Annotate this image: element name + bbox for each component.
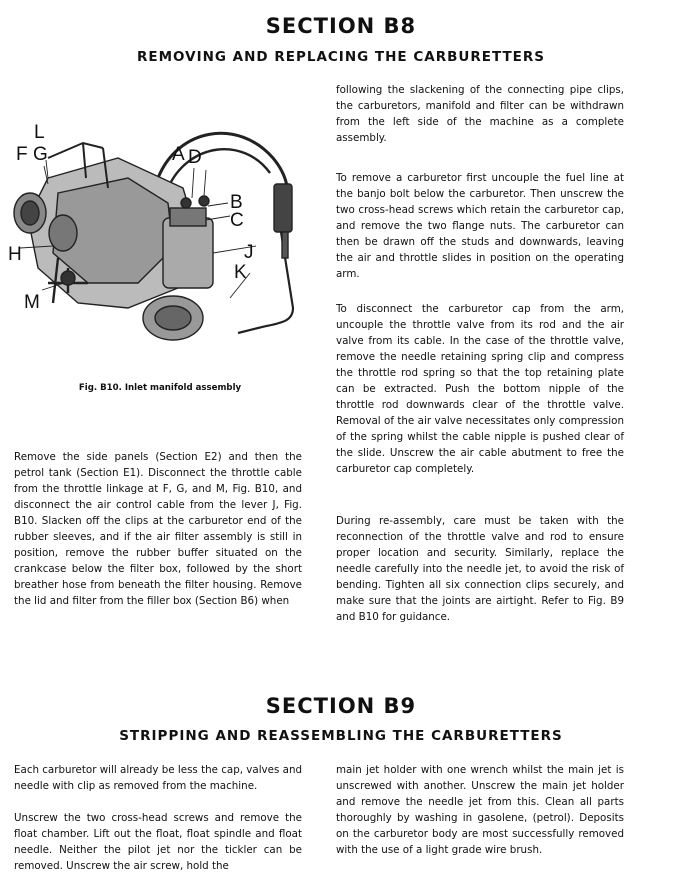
b8-right-paragraph-2: To remove a carburetor first uncouple the fuel line at the banjo bolt below the carburetor. Then unscrew the two cross-head screws which retain the carburetor cap, and remove the two flange nuts. The carburetor can then be drawn off the studs and downwards, leaving the air and throttle slides in position on the operating arm. — [336, 172, 624, 280]
b9-left-paragraph-1: Each carburetor will already be less the cap, valves and needle with clip as removed from the machine. — [14, 764, 303, 792]
section-b8-subtitle: REMOVING AND REPLACING THE CARBURETTERS — [136, 49, 546, 65]
b8-right-paragraph-1: following the slackening of the connecting pipe clips, the carburetors, manifold and filter can be withdrawn from the left side of the machine as a complete assembly. — [336, 84, 624, 144]
b8-left-paragraph: Remove the side panels (Section E2) and then the petrol tank (Section E1). Disconnect the throttle cable from the throttle linkage at F, G, and M, Fig. B10, and disconnect the air control cable from the lever J, Fig. B10. Slacken off the clips at the carburetor end of the rubber sleeves, and if the air filter assembly is still in position, remove the rubber buffer situated on the crankcase below the filter box, followed by the short breather hose from beneath the filter housing. Remove the lid and filter from the filler box (Section B6) when — [14, 451, 302, 607]
figure-caption: Fig. B10. Inlet manifold assembly — [78, 383, 242, 393]
fig-label-a: A — [172, 144, 185, 165]
b8-right-paragraph-4: During re-assembly, care must be taken with the reconnection of the throttle valve and rod to ensure proper location and security. Similarly, replace the needle carefully into the needle jet, to avoid the risk of bending. Tighten all six connection clips securely, and make sure that the joints are airtight. Refer to Fig. B9 and B10 for guidance. — [336, 515, 624, 623]
fig-label-m: M — [24, 292, 40, 313]
fig-label-h: H — [8, 244, 22, 265]
fig-label-d: D — [188, 147, 202, 168]
section-b9-title: SECTION B9 — [265, 694, 417, 718]
fig-label-f: F — [16, 144, 28, 165]
section-b9-subtitle: STRIPPING AND REASSEMBLING THE CARBURETTERS — [119, 728, 563, 744]
fig-label-j: J — [244, 242, 254, 263]
b8-right-paragraph-3: To disconnect the carburetor cap from the arm, uncouple the throttle valve from its rod and the air valve from its cable. In the case of the throttle valve, remove the needle retaining spring clip and compress the throttle rod spring so that the top retaining plate can be extracted. Push the bottom nipple of the throttle rod downwards clear of the throttle valve. Removal of the air valve necessitates only compression of the spring whilst the cable nipple is pushed clear of the slide. Unscrew the air cable abutment to free the carburetor cap completely. — [336, 303, 624, 475]
fig-label-c: C — [230, 210, 244, 231]
fig-label-k: K — [234, 262, 247, 283]
fig-label-g: G — [33, 144, 48, 165]
b9-right-paragraph: main jet holder with one wrench whilst the main jet is unscrewed with another. Unscrew the main jet holder and remove the needle jet from this. Clean all parts thoroughly by washing in gasolene, (petrol). Deposits on the carburetor body are most successfully removed with the use of a light grade wire brush. — [336, 764, 624, 856]
section-b8-title: SECTION B8 — [265, 14, 417, 38]
inlet-manifold-illustration — [8, 118, 304, 378]
fig-label-b: B — [230, 192, 243, 213]
b9-left-paragraph-2: Unscrew the two cross-head screws and remove the float chamber. Lift out the float, float spindle and float needle. Neither the pilot jet nor the tickler can be removed. Unscrew the air screw, hold the — [14, 812, 302, 872]
fig-label-l: L — [34, 122, 45, 143]
